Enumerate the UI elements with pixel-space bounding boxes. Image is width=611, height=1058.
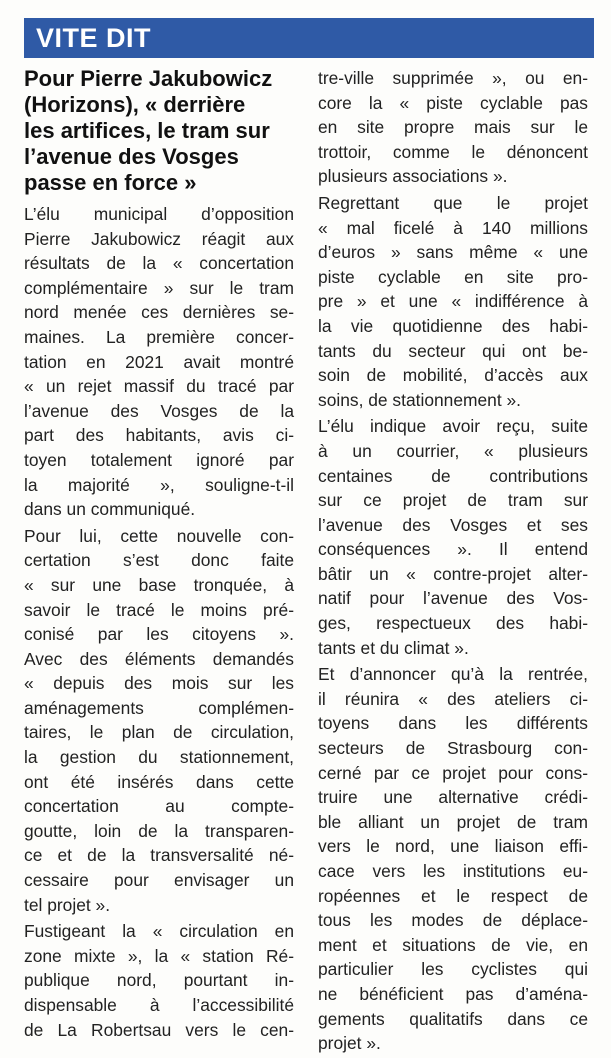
text-line: toyen totalement ignoré par <box>24 449 294 470</box>
text-line: plusieurs associations ». <box>318 166 508 187</box>
text-line: trottoir, comme le dénoncent <box>318 141 588 162</box>
text-line: ges, respectueux des habi- <box>318 613 588 634</box>
text-line: cace vers les institutions eu- <box>318 861 588 881</box>
text-line: tants du secteur qui ont be- <box>318 340 588 361</box>
article-paragraph <box>24 202 294 522</box>
text-line: savoir le tracé le moins pré- <box>24 599 294 620</box>
text-line: résultats de la « concertation <box>24 253 294 274</box>
headline-line: (Horizons), « derrière <box>24 92 246 117</box>
text-line: centaines de contributions <box>318 465 588 486</box>
text-line: la vie quotidienne des habi- <box>318 315 588 336</box>
text-line: piste cyclable en site pro- <box>318 266 588 287</box>
text-line: toyens dans les différents <box>318 713 588 734</box>
article-paragraph <box>318 191 588 412</box>
text-line: dans un communiqué. <box>24 499 196 520</box>
text-line: conisé par les citoyens ». <box>24 624 294 645</box>
text-line: tre-ville supprimée », ou en- <box>318 68 588 88</box>
text-line: tous les modes de déplace- <box>318 910 588 931</box>
text-line: « un rejet massif du tracé par <box>24 376 294 397</box>
text-line: « depuis des mois sur les <box>24 673 294 694</box>
left-column <box>24 66 294 1044</box>
article-paragraph <box>318 662 588 1056</box>
text-line: « mal ficelé à 140 millions <box>318 217 588 238</box>
text-line: pre » et une « indifférence à <box>318 291 588 312</box>
text-line: ment et situations de vie, en <box>318 934 588 955</box>
text-line: soin de mobilité, d’accès aux <box>318 365 588 386</box>
article-paragraph <box>24 524 294 918</box>
text-line: l’avenue des Vosges et ses <box>318 514 588 535</box>
text-line: la gestion du stationnement, <box>24 747 294 768</box>
text-line: Regrettant que le projet <box>318 192 588 213</box>
text-line: ne bénéficient pas d’aména- <box>318 983 588 1004</box>
text-line: cerné par ce projet pour cons- <box>318 762 588 783</box>
text-line: truire une alternative crédi- <box>318 787 588 808</box>
right-column <box>318 66 588 1058</box>
text-line: soins, de stationnement ». <box>318 389 522 410</box>
text-line: ce et de la transversalité né- <box>24 845 294 866</box>
text-line: maines. La première concer- <box>24 326 294 347</box>
text-line: gements qualitatifs dans ce <box>318 1008 588 1029</box>
text-line: dispensable à l’accessibilité <box>24 995 294 1015</box>
text-line: aménagements complémen- <box>24 697 294 718</box>
text-line: projet ». <box>318 1033 381 1054</box>
text-line: Avec des éléments demandés <box>24 648 294 669</box>
text-line: il réunira « des ateliers ci- <box>318 688 588 709</box>
text-line: d’euros » sans même « une <box>318 242 588 263</box>
text-line: secteurs de Strasbourg con- <box>318 738 588 759</box>
text-line: à un courrier, « plusieurs <box>318 440 588 461</box>
text-line: en site propre mais sur le <box>318 117 588 138</box>
text-line: Pour lui, cette nouvelle con- <box>24 525 294 546</box>
text-line: core la « piste cyclable pas <box>318 92 588 113</box>
text-line: la majorité », souligne-t-il <box>24 474 294 495</box>
text-line: « sur une base tronquée, à <box>24 574 294 595</box>
text-line: complémentaire » sur le tram <box>24 277 294 298</box>
text-line: L’élu municipal d’opposition <box>24 204 294 224</box>
text-line: concertation au compte- <box>24 796 294 817</box>
headline-line: Pour Pierre Jakubowicz <box>24 66 273 91</box>
article-headline <box>24 66 294 196</box>
text-line: taires, le plan de circulation, <box>24 722 294 743</box>
text-line: bâtir un « contre-projet alter- <box>318 563 588 584</box>
text-line: zone mixte », la « station Ré- <box>24 945 294 966</box>
text-line: nord menée ces dernières se- <box>24 302 294 323</box>
text-line: de La Robertsau vers le cen- <box>24 1019 294 1040</box>
text-line: certation s’est donc faite <box>24 550 294 571</box>
headline-line: les artifices, le tram sur <box>24 118 270 143</box>
text-line: part des habitants, avis ci- <box>24 425 294 446</box>
right-column-body <box>318 66 588 1056</box>
text-line: natif pour l’avenue des Vos- <box>318 588 588 609</box>
article-paragraph <box>318 414 588 660</box>
headline-line: passe en force » <box>24 170 197 195</box>
article-paragraph <box>318 66 588 189</box>
text-line: L’élu indique avoir reçu, suite <box>318 416 588 437</box>
text-line: tants et du climat ». <box>318 637 469 658</box>
left-column-body <box>24 202 294 1042</box>
text-line: goutte, loin de la transparen- <box>24 820 294 841</box>
text-line: conséquences ». Il entend <box>318 539 588 560</box>
headline-line: l’avenue des Vosges <box>24 144 239 169</box>
text-line: Pierre Jakubowicz réagit aux <box>24 228 294 249</box>
text-line: cessaire pour envisager un <box>24 870 294 891</box>
text-line: vers le nord, une liaison effi- <box>318 836 588 857</box>
text-line: tation en 2021 avait montré <box>24 351 294 372</box>
text-line: tel projet ». <box>24 894 111 915</box>
text-line: ropéennes et le respect de <box>318 885 588 906</box>
text-line: sur ce projet de tram sur <box>318 490 588 511</box>
text-line: publique nord, pourtant in- <box>24 970 294 991</box>
text-line: Fustigeant la « circulation en <box>24 921 294 942</box>
text-line: l’avenue des Vosges de la <box>24 400 294 421</box>
text-line: Et d’annoncer qu’à la rentrée, <box>318 664 588 685</box>
text-line: ont été insérés dans cette <box>24 771 294 792</box>
text-line: ble alliant un projet de tram <box>318 811 588 832</box>
section-banner: VITE DIT <box>24 18 594 58</box>
text-line: particulier les cyclistes qui <box>318 959 588 980</box>
